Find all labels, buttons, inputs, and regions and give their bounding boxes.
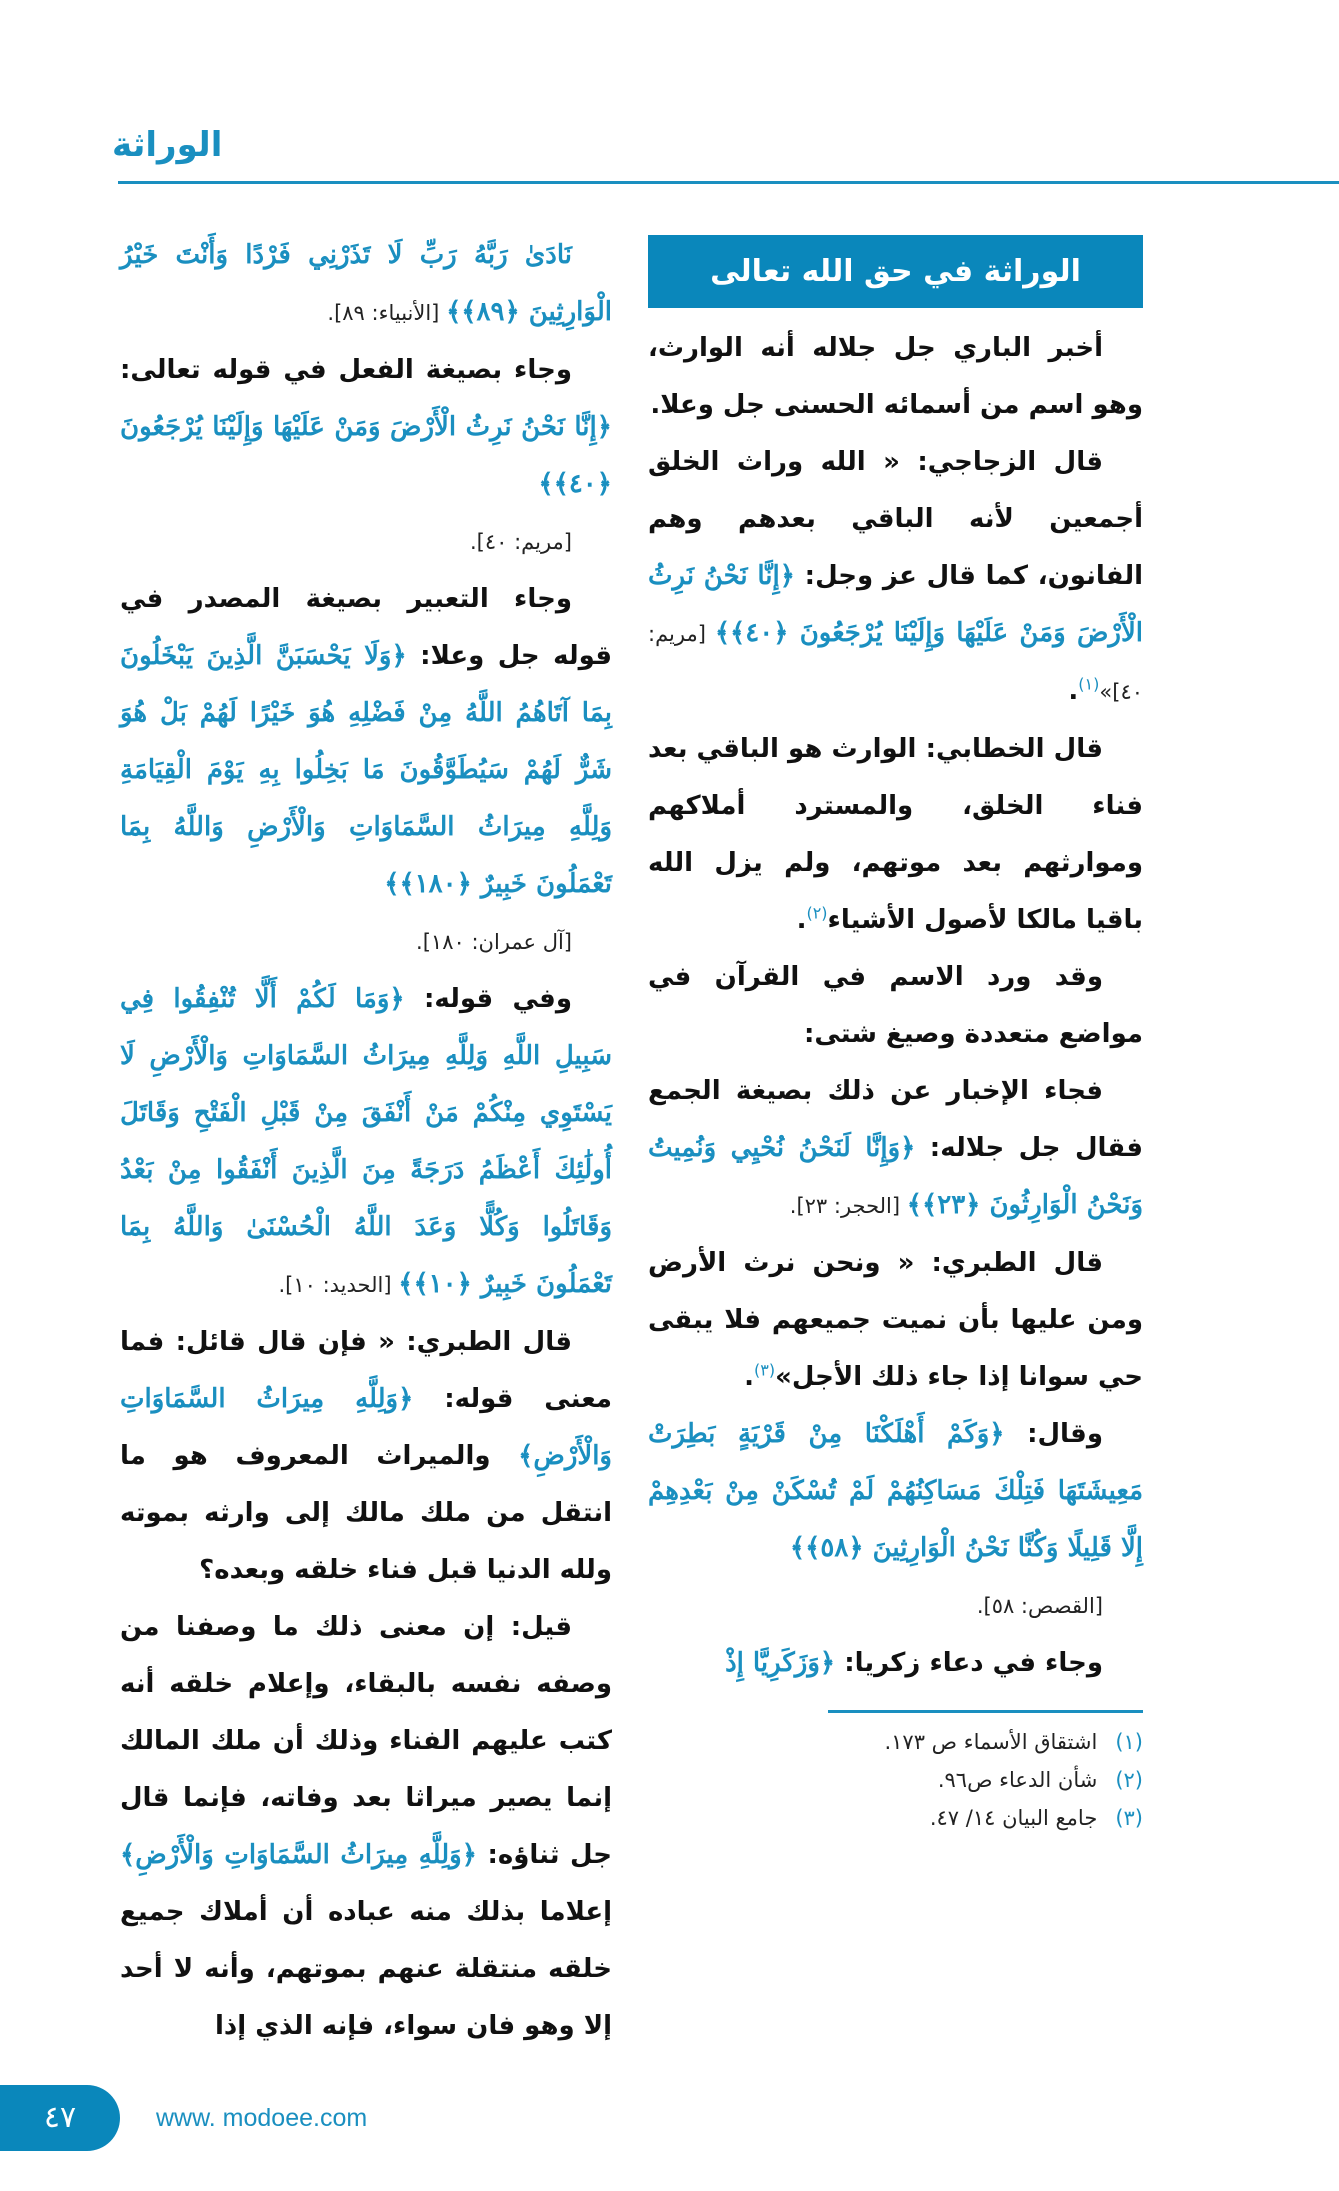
page-number: ٤٧ [0,2085,120,2151]
verse-reference: [القصص: ٥٨]. [976,1594,1103,1618]
footnote-number: (٣) [1115,1806,1143,1830]
quran-verse: ﴿وَمَا لَكُمْ أَلَّا تُنْفِقُوا فِي سَبِيلِ اللَّهِ وَلِلَّهِ مِيرَاثُ السَّمَاوَاتِ وَالْأَرْضِ لَا يَسْتَوِي مِنْكُمْ مَنْ أَنْفَقَ مِنْ قَبْلِ الْفَتْحِ وَقَاتَلَ أُولَٰئِكَ أَعْظَمُ دَرَجَةً مِنَ الَّذِينَ أَنْفَقُوا مِنْ بَعْدُ وَقَاتَلُوا وَكُلًّا وَعَدَ اللَّهُ الْحُسْنَىٰ وَاللَّهُ بِمَا تَعْمَلُونَ خَبِيرٌ ﴿١٠﴾﴾ [120,984,612,1299]
body-text: . [744,1362,754,1392]
body-text: قال الخطابي: الوارث هو الباقي بعد فناء الخلق، والمسترد أملاكهم وموارثهم بعد موتهم، ولم يزل الله باقيا مالكا لأصول الأشياء [648,734,1143,935]
footnote-text: شأن الدعاء ص٩٦. [937,1768,1098,1792]
running-header-title: الوراثة [112,125,223,165]
paragraph [648,721,1143,949]
verse-reference: [مريم: ٤٠]. [469,530,572,554]
left-column [120,227,612,2055]
footnote-divider [828,1710,1143,1713]
quran-verse: ﴿وَلَا يَحْسَبَنَّ الَّذِينَ يَبْخَلُونَ بِمَا آتَاهُمُ اللَّهُ مِنْ فَضْلِهِ هُوَ خَيْرًا لَهُمْ بَلْ هُوَ شَرٌّ لَهُمْ سَيُطَوَّقُونَ مَا بَخِلُوا بِهِ يَوْمَ الْقِيَامَةِ وَلِلَّهِ مِيرَاثُ السَّمَاوَاتِ وَالْأَرْضِ وَاللَّهُ بِمَا تَعْمَلُونَ خَبِيرٌ ﴿١٨٠﴾﴾ [120,641,612,899]
paragraph [648,434,1143,721]
paragraph [120,342,612,513]
verse-reference: [آل عمران: ١٨٠]. [416,930,572,954]
paragraph [120,227,612,342]
page-footer [0,2085,1339,2191]
footnotes-block [828,1710,1143,1837]
website-url[interactable]: www. modoee.com [156,2103,368,2132]
footnote-marker: (٢) [806,903,828,923]
body-text: إعلاما بذلك منه عباده أن أملاك جميع خلقه منتقلة عنهم بموتهم، وأنه لا أحد إلا وهو فان سواء، فإنه الذي إذا [120,1897,612,2041]
body-text: قال الطبري: « فإن قال قائل: فما معنى قوله: [120,1327,612,1414]
quran-verse: ﴿وَكَمْ أَهْلَكْنَا مِنْ قَرْيَةٍ بَطِرَتْ مَعِيشَتَهَا فَتِلْكَ مَسَاكِنُهُمْ لَمْ تُسْكَنْ مِنْ بَعْدِهِمْ إِلَّا قَلِيلًا وَكُنَّا نَحْنُ الْوَارِثِينَ ﴿٥٨﴾﴾ [648,1419,1143,1563]
footnote [828,1761,1143,1799]
quran-verse: ﴿وَلِلَّهِ مِيرَاثُ السَّمَاوَاتِ وَالْأَرْضِ﴾ [120,1840,477,1870]
body-text: فجاء الإخبار عن ذلك بصيغة الجمع فقال جل جلاله: [648,1076,1143,1163]
body-text: وقد ورد الاسم في القرآن في مواضع متعددة وصيغ شتى: [648,962,1143,1049]
footnote-number: (٢) [1115,1768,1143,1792]
footnote-text: اشتقاق الأسماء ص ١٧٣. [884,1730,1098,1754]
quran-verse: ﴿وَلِلَّهِ مِيرَاثُ السَّمَاوَاتِ وَالْأَرْضِ﴾ [120,1384,612,1471]
verse-reference: [الحجر: ٢٣]. [789,1194,907,1218]
paragraph [120,1599,612,2055]
paragraph [120,913,612,971]
paragraph [120,571,612,913]
footnote-marker: (١) [1078,674,1100,694]
quran-verse: ﴿إِنَّا نَحْنُ نَرِثُ الْأَرْضَ وَمَنْ عَلَيْهَا وَإِلَيْنَا يُرْجَعُونَ ﴿٤٠﴾﴾ [120,412,612,499]
verse-reference: [الحديد: ١٠]. [278,1273,399,1297]
body-text: قال الطبري: « ونحن نرث الأرض ومن عليها بأن نميت جميعهم فلا يبقى حي سوانا إذا جاء ذلك الأجل» [648,1248,1143,1392]
paragraph [648,1406,1143,1577]
quran-verse: ﴿وَزَكَرِيَّا إِذْ [725,1648,836,1678]
quran-verse: ﴿إِنَّا نَحْنُ نَرِثُ الْأَرْضَ وَمَنْ عَلَيْهَا وَإِلَيْنَا يُرْجَعُونَ ﴿٤٠﴾﴾ [648,561,1143,648]
footnote-marker: (٣) [754,1360,776,1380]
paragraph [120,971,612,1314]
paragraph [648,1235,1143,1406]
paragraph [648,949,1143,1063]
section-title: الوراثة في حق الله تعالى [648,235,1143,308]
footnote-number: (١) [1115,1730,1143,1754]
paragraph [648,1577,1143,1635]
body-text: وجاء في دعاء زكريا: [835,1648,1103,1678]
body-text: أخبر الباري جل جلاله أنه الوارث، وهو اسم من أسمائه الحسنى جل وعلا. [648,333,1143,420]
footnotes [828,1723,1143,1837]
footnote [828,1799,1143,1837]
body-text: قال الزجاجي: « الله وراث الخلق أجمعين لأنه الباقي بعدهم وهم الفانون، كما قال عز وجل: [648,447,1143,591]
header-divider [118,181,1339,184]
body-text: وقال: [1004,1419,1103,1449]
paragraph [120,1314,612,1599]
footnote [828,1723,1143,1761]
paragraph [648,1635,1143,1692]
verse-reference: [الأنبياء: ٨٩]. [327,301,447,325]
paragraph [648,1063,1143,1235]
quran-verse: نَادَىٰ رَبَّهُ رَبِّ لَا تَذَرْنِي فَرْدًا وَأَنْتَ خَيْرُ الْوَارِثِينَ ﴿٨٩﴾﴾ [120,240,612,327]
paragraph [120,513,612,571]
footnote-text: جامع البيان ١٤/ ٤٧. [929,1806,1098,1830]
right-column-wrapper [648,235,1143,1837]
body-text: قيل: إن معنى ذلك ما وصفنا من وصفه نفسه بالبقاء، وإعلام خلقه أنه كتب عليهم الفناء وذلك أن ملك المالك إنما يصير ميراثا بعد وفاته، فإنما قال جل ثناؤه: [120,1612,612,1870]
body-text: وجاء التعبير بصيغة المصدر في قوله جل وعلا: [120,584,612,671]
body-text: وجاء بصيغة الفعل في قوله تعالى: [120,355,572,385]
body-text: . [1068,676,1079,706]
right-column [648,320,1143,1692]
paragraph [648,320,1143,434]
body-text: والميراث المعروف هو ما انتقل من ملك مالك إلى وارثه بموته ولله الدنيا قبل فناء خلقه وبعده؟ [120,1441,612,1585]
body-text: . [796,905,807,935]
quran-verse: ﴿وَإِنَّا لَنَحْنُ نُحْيِي وَنُمِيتُ وَنَحْنُ الْوَارِثُونَ ﴿٢٣﴾﴾ [648,1133,1143,1220]
body-text: وفي قوله: [404,984,572,1014]
verse-reference: [مريم: ٤٠]» [648,622,1143,704]
